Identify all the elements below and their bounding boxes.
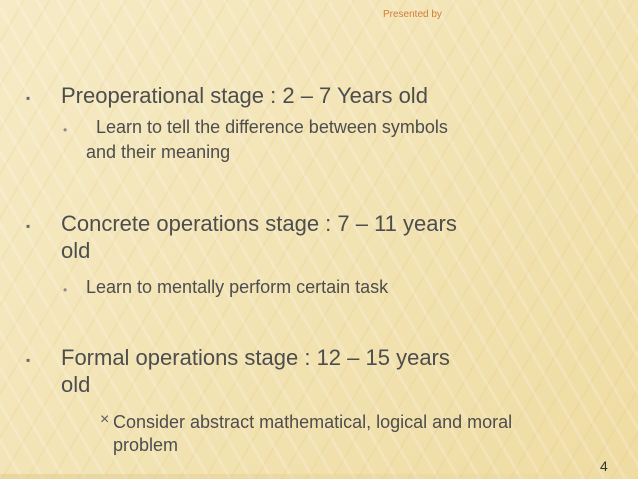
bottom-edge-decoration [0,474,638,479]
sub-point-line: and their meaning [86,142,231,162]
x-bullet-icon: × [100,411,110,428]
stage-title-preoperational: Preoperational stage : 2 – 7 Years old [61,83,428,108]
sub-point-line: Learn to tell the difference between symbols [96,117,448,137]
square-bullet-icon: ▪ [26,353,31,367]
dot-bullet-icon: • [63,123,68,137]
sub-point-line: Learn to mentally perform certain task [86,277,389,297]
page-number: 4 [600,458,608,474]
stage-title-concrete: Concrete operations stage : 7 – 11 years [61,211,457,236]
sub-point-line: problem [113,435,179,455]
square-bullet-icon: ▪ [26,91,31,105]
stage-title-formal-cont: old [61,372,91,397]
dot-bullet-icon: • [63,283,68,297]
stage-title-formal: Formal operations stage : 12 – 15 years [61,345,450,370]
sub-point-line: Consider abstract mathematical, logical and moral [113,412,513,432]
square-bullet-icon: ▪ [26,219,31,233]
presented-by-label: Presented by [383,9,442,20]
stage-title-concrete-cont: old [61,238,91,263]
